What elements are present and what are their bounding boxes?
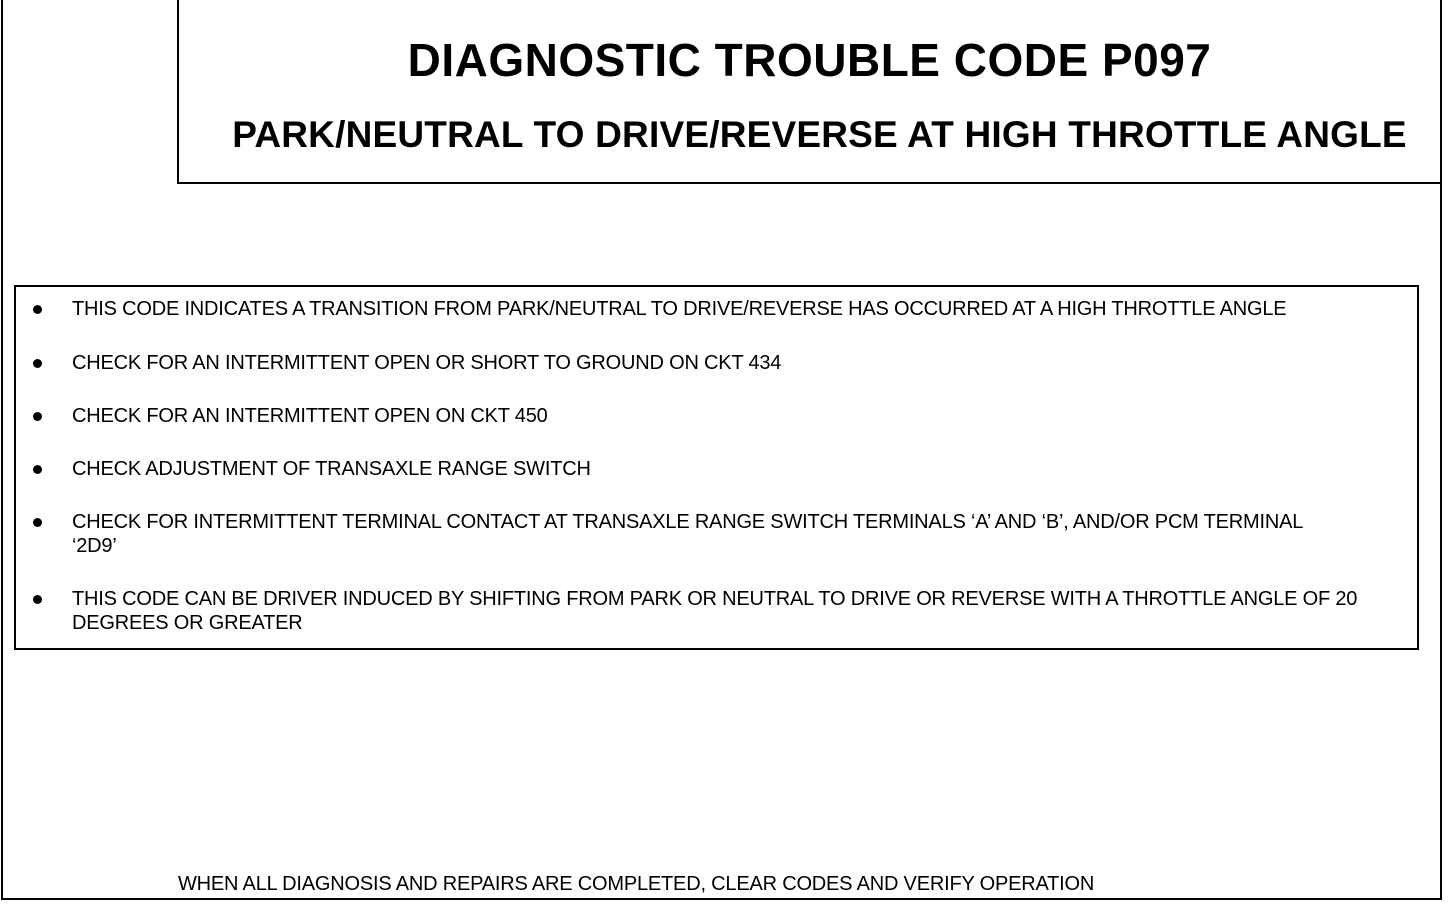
bullet-icon [33, 359, 42, 368]
bullet-icon [33, 305, 42, 314]
notes-box [14, 285, 1419, 650]
page-subtitle: PARK/NEUTRAL TO DRIVE/REVERSE AT HIGH THROTTLE ANGLE [232, 114, 1407, 155]
note-text: THIS CODE INDICATES A TRANSITION FROM PARK/NEUTRAL TO DRIVE/REVERSE HAS OCCURRED AT A HIGH THROTTLE ANGLE [72, 298, 1287, 320]
note-text: CHECK FOR AN INTERMITTENT OPEN OR SHORT TO GROUND ON CKT 434 [72, 352, 782, 374]
page-title: DIAGNOSTIC TROUBLE CODE P097 [407, 34, 1212, 86]
bullet-icon [33, 412, 42, 421]
note-text: CHECK FOR INTERMITTENT TERMINAL CONTACT AT TRANSAXLE RANGE SWITCH TERMINALS ‘A’ AND ‘B’, AND/OR PCM TERMINAL ‘2D9’ [72, 511, 1303, 557]
note-text: CHECK ADJUSTMENT OF TRANSAXLE RANGE SWITCH [72, 458, 591, 480]
footer-note: WHEN ALL DIAGNOSIS AND REPAIRS ARE COMPLETED, CLEAR CODES AND VERIFY OPERATION [178, 873, 1095, 895]
bullet-icon [33, 595, 42, 604]
bullet-icon [33, 518, 42, 527]
bullet-icon [33, 465, 42, 474]
title-box [177, 0, 1442, 184]
note-text: THIS CODE CAN BE DRIVER INDUCED BY SHIFTING FROM PARK OR NEUTRAL TO DRIVE OR REVERSE WITH A THROTTLE ANGLE OF 20 DEGREES OR GREATER [72, 588, 1358, 634]
note-text: CHECK FOR AN INTERMITTENT OPEN ON CKT 450 [72, 405, 548, 427]
